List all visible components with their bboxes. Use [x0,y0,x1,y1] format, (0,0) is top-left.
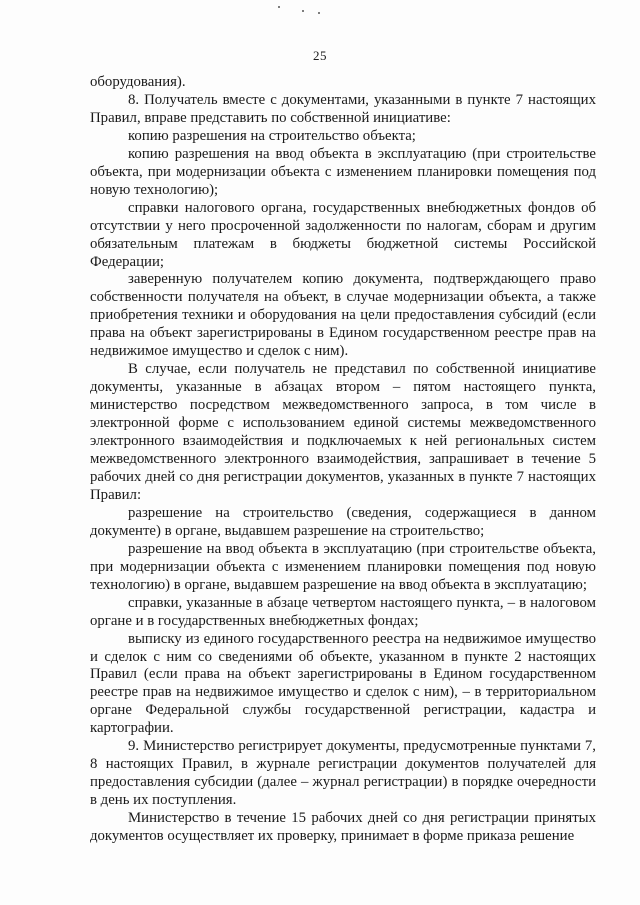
paragraph-body: В случае, если получатель не представил по собственной инициативе документы, указанные в абзацах втором – пятом настоящего пункта, министерство посредством межведомственного запроса, в том числе в электронной форме с использованием единой системы межведомственного электронного взаимодействия и подключаемых к ней региональных систем межведомственного электронного взаимодействия, запрашивает в течение 5 рабочих дней со дня регистрации документов, указанных в пункте 7 настоящих Правил: [90,361,596,503]
paragraph-list-item: справки, указанные в абзаце четвертом настоящего пункта, – в налоговом органе и в государственных внебюджетных фондах; [90,594,596,629]
scan-speck [278,6,280,8]
paragraph-clause-9: 9. Министерство регистрирует документы, предусмотренные пунктами 7, 8 настоящих Правил, в журнале регистрации документов получателей для предоставления субсидии (далее – журнал регистрации) в порядке очередности в день их поступления. [90,738,596,809]
scan-speck [302,10,304,12]
paragraph-clause-8: 8. Получатель вместе с документами, указанными в пункте 7 настоящих Правил, вправе представить по собственной инициативе: [90,91,596,126]
scan-speck [318,12,320,14]
paragraph-list-item: выписку из единого государственного реестра на недвижимое имущество и сделок с ним со сведениями об объекте, указанном в пункте 2 настоящих Правил (если права на объект зарегистрированы в Едином государственном реестре прав на недвижимое имущество и сделок с ним), – в территориальном органе Федеральной службы государственной регистрации, кадастра и картографии. [90,630,596,737]
paragraph-list-item: копию разрешения на ввод объекта в эксплуатацию (при строительстве объекта, при модернизации объекта с изменением планировки помещения под новую технологию); [90,145,596,198]
page-number: 25 [313,48,327,63]
paragraph-list-item: копию разрешения на строительство объекта; [128,127,416,144]
document-body [90,74,596,846]
paragraph-list-item: справки налогового органа, государственных внебюджетных фондов об отсутствии у него просроченной задолженности по налогам, сборам и другим обязательным платежам в бюджеты бюджетной системы Российской Федерации; [90,199,596,270]
paragraph-body: Министерство в течение 15 рабочих дней со дня регистрации принятых документов осуществляет их проверку, принимает в форме приказа решение [90,810,596,845]
paragraph-list-item: разрешение на строительство (сведения, содержащиеся в данном документе) в органе, выдавшем разрешение на строительство; [90,504,596,539]
paragraph-continuation: оборудования). [90,74,186,90]
paragraph-list-item: заверенную получателем копию документа, подтверждающего право собственности получателя на объект, в случае модернизации объекта, а также приобретения техники и оборудования на цели предоставления субсидий (если права на объект зарегистрированы в Едином государственном реестре прав на недвижимое имущество и сделок с ним). [90,271,596,360]
paragraph-list-item: разрешение на ввод объекта в эксплуатацию (при строительстве объекта, при модернизации объекта с изменением планировки помещения под новую технологию) в органе, выдавшем разрешение на ввод объекта в эксплуатацию; [90,540,596,593]
